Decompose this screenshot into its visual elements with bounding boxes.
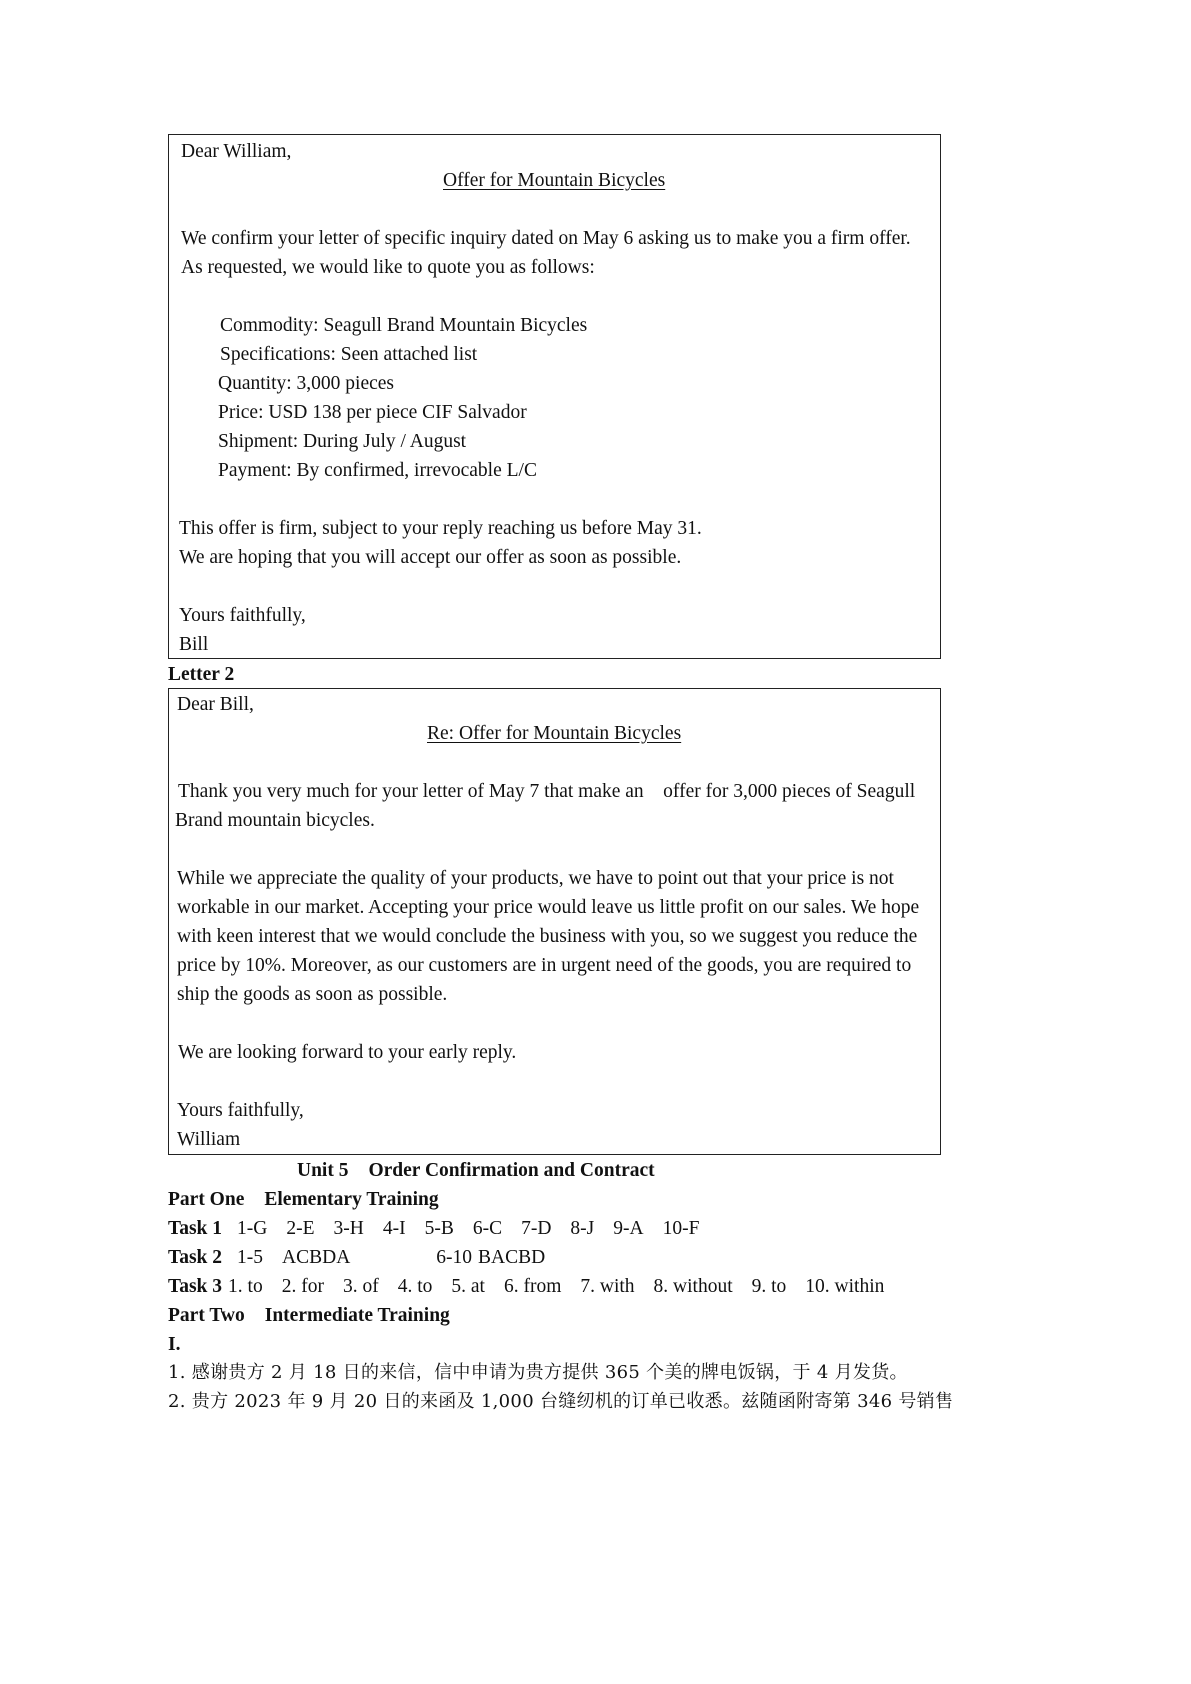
letter-1-para2-line2: We are hoping that you will accept our offer as soon as possible. — [179, 547, 682, 568]
task-1-answer: 8-J — [570, 1218, 595, 1239]
letter-2-para2-line2: workable in our market. Accepting your price would leave us little profit on our sales. We hope — [177, 897, 920, 918]
task-1-answer: 1-G — [237, 1218, 268, 1239]
letter-1-commodity: Commodity: Seagull Brand Mountain Bicycles — [220, 315, 588, 336]
task-3-answer: 4. to — [397, 1276, 433, 1297]
letter-1-subject: Offer for Mountain Bicycles — [443, 170, 666, 191]
task-3-answer: 5. at — [451, 1276, 485, 1297]
letter-1-specifications: Specifications: Seen attached list — [220, 344, 478, 365]
task-1-row — [168, 1219, 699, 1239]
task-3-answer: 7. with — [580, 1276, 635, 1297]
section-i-heading: I. — [168, 1334, 181, 1355]
part-one-heading — [168, 1190, 439, 1210]
task-1-answer: 2-E — [286, 1218, 315, 1239]
letter-1-quantity: Quantity: 3,000 pieces — [218, 373, 395, 394]
letter-1-box — [168, 134, 941, 659]
letter-2-para2-line3: with keen interest that we would conclude the business with you, so we suggest you reduce the — [177, 926, 918, 947]
task-1-answer: 7-D — [521, 1218, 552, 1239]
letter-1-para2-line1: This offer is firm, subject to your reply reaching us before May 31. — [179, 518, 702, 539]
task-3-answer: 1. to — [228, 1276, 263, 1297]
letter-1-closing: Yours faithfully, — [179, 605, 306, 626]
part-two-title: Intermediate Training — [264, 1305, 450, 1326]
task-1-answer: 9-A — [613, 1218, 644, 1239]
task-1-answer: 3-H — [333, 1218, 364, 1239]
letter-2-salutation: Dear Bill, — [177, 694, 254, 715]
translation-line-2: 2. 贵方 2023 年 9 月 20 日的来函及 1,000 台缝纫机的订单已收悉。兹随函附寄第 346 号销售 — [168, 1391, 954, 1412]
task-1-answer: 5-B — [424, 1218, 454, 1239]
task-2-answers-1: ACBDA — [282, 1247, 351, 1268]
task-2-label: Task 2 — [168, 1247, 223, 1268]
task-3-answer: 6. from — [503, 1276, 562, 1297]
task-3-answer: 2. for — [281, 1276, 324, 1297]
task-1-answer: 6-C — [472, 1218, 503, 1239]
letter-1-salutation: Dear William, — [181, 141, 292, 162]
letter-1-signature: Bill — [179, 634, 209, 655]
unit-title: Order Confirmation and Contract — [368, 1160, 655, 1181]
letter-2-heading: Letter 2 — [168, 664, 235, 685]
letter-2-closing: Yours faithfully, — [177, 1100, 304, 1121]
letter-1-payment: Payment: By confirmed, irrevocable L/C — [218, 460, 537, 481]
unit-label: Unit 5 — [297, 1160, 349, 1181]
unit-heading — [297, 1161, 655, 1181]
letter-2-para1-line1: Thank you very much for your letter of May 7 that make an offer for 3,000 pieces of Seagull — [178, 781, 916, 802]
letter-2-box — [168, 688, 941, 1155]
task-3-label: Task 3 — [168, 1276, 223, 1297]
letter-1-price: Price: USD 138 per piece CIF Salvador — [218, 402, 527, 423]
task-2-answers-2: BACBD — [478, 1247, 546, 1268]
task-2-range-1: 1-5 — [237, 1247, 264, 1268]
translation-line-1: 1. 感谢贵方 2 月 18 日的来信，信中申请为贵方提供 365 个美的牌电饭锅，于 4 月发货。 — [168, 1362, 908, 1383]
task-3-answer: 8. without — [653, 1276, 733, 1297]
task-2-row — [168, 1248, 545, 1268]
task-3-answer: 9. to — [751, 1276, 787, 1297]
letter-1-shipment: Shipment: During July / August — [218, 431, 467, 452]
part-one-label: Part One — [168, 1189, 245, 1210]
letter-2-signature: William — [177, 1129, 241, 1150]
part-two-heading — [168, 1306, 450, 1326]
letter-2-para1-line2: Brand mountain bicycles. — [175, 810, 375, 831]
part-two-label: Part Two — [168, 1305, 245, 1326]
letter-1-para1-line2: As requested, we would like to quote you as follows: — [181, 257, 595, 278]
part-one-title: Elementary Training — [264, 1189, 439, 1210]
letter-1-para1-line1: We confirm your letter of specific inquiry dated on May 6 asking us to make you a firm offer. — [181, 228, 911, 249]
letter-2-para2-line4: price by 10%. Moreover, as our customers are in urgent need of the goods, you are required to — [177, 955, 912, 976]
task-3-row — [168, 1277, 884, 1297]
letter-2-para2-line5: ship the goods as soon as possible. — [177, 984, 448, 1005]
task-1-answer: 4-I — [382, 1218, 406, 1239]
letter-2-para3: We are looking forward to your early reply. — [178, 1042, 517, 1063]
task-3-answer: 3. of — [342, 1276, 379, 1297]
task-1-answer: 10-F — [662, 1218, 700, 1239]
letter-2-subject: Re: Offer for Mountain Bicycles — [427, 723, 682, 744]
letter-2-para2-line1: While we appreciate the quality of your products, we have to point out that your price is not — [177, 868, 894, 889]
task-1-label: Task 1 — [168, 1218, 223, 1239]
task-3-answer: 10. within — [805, 1276, 885, 1297]
task-2-range-2: 6-10 — [436, 1247, 473, 1268]
